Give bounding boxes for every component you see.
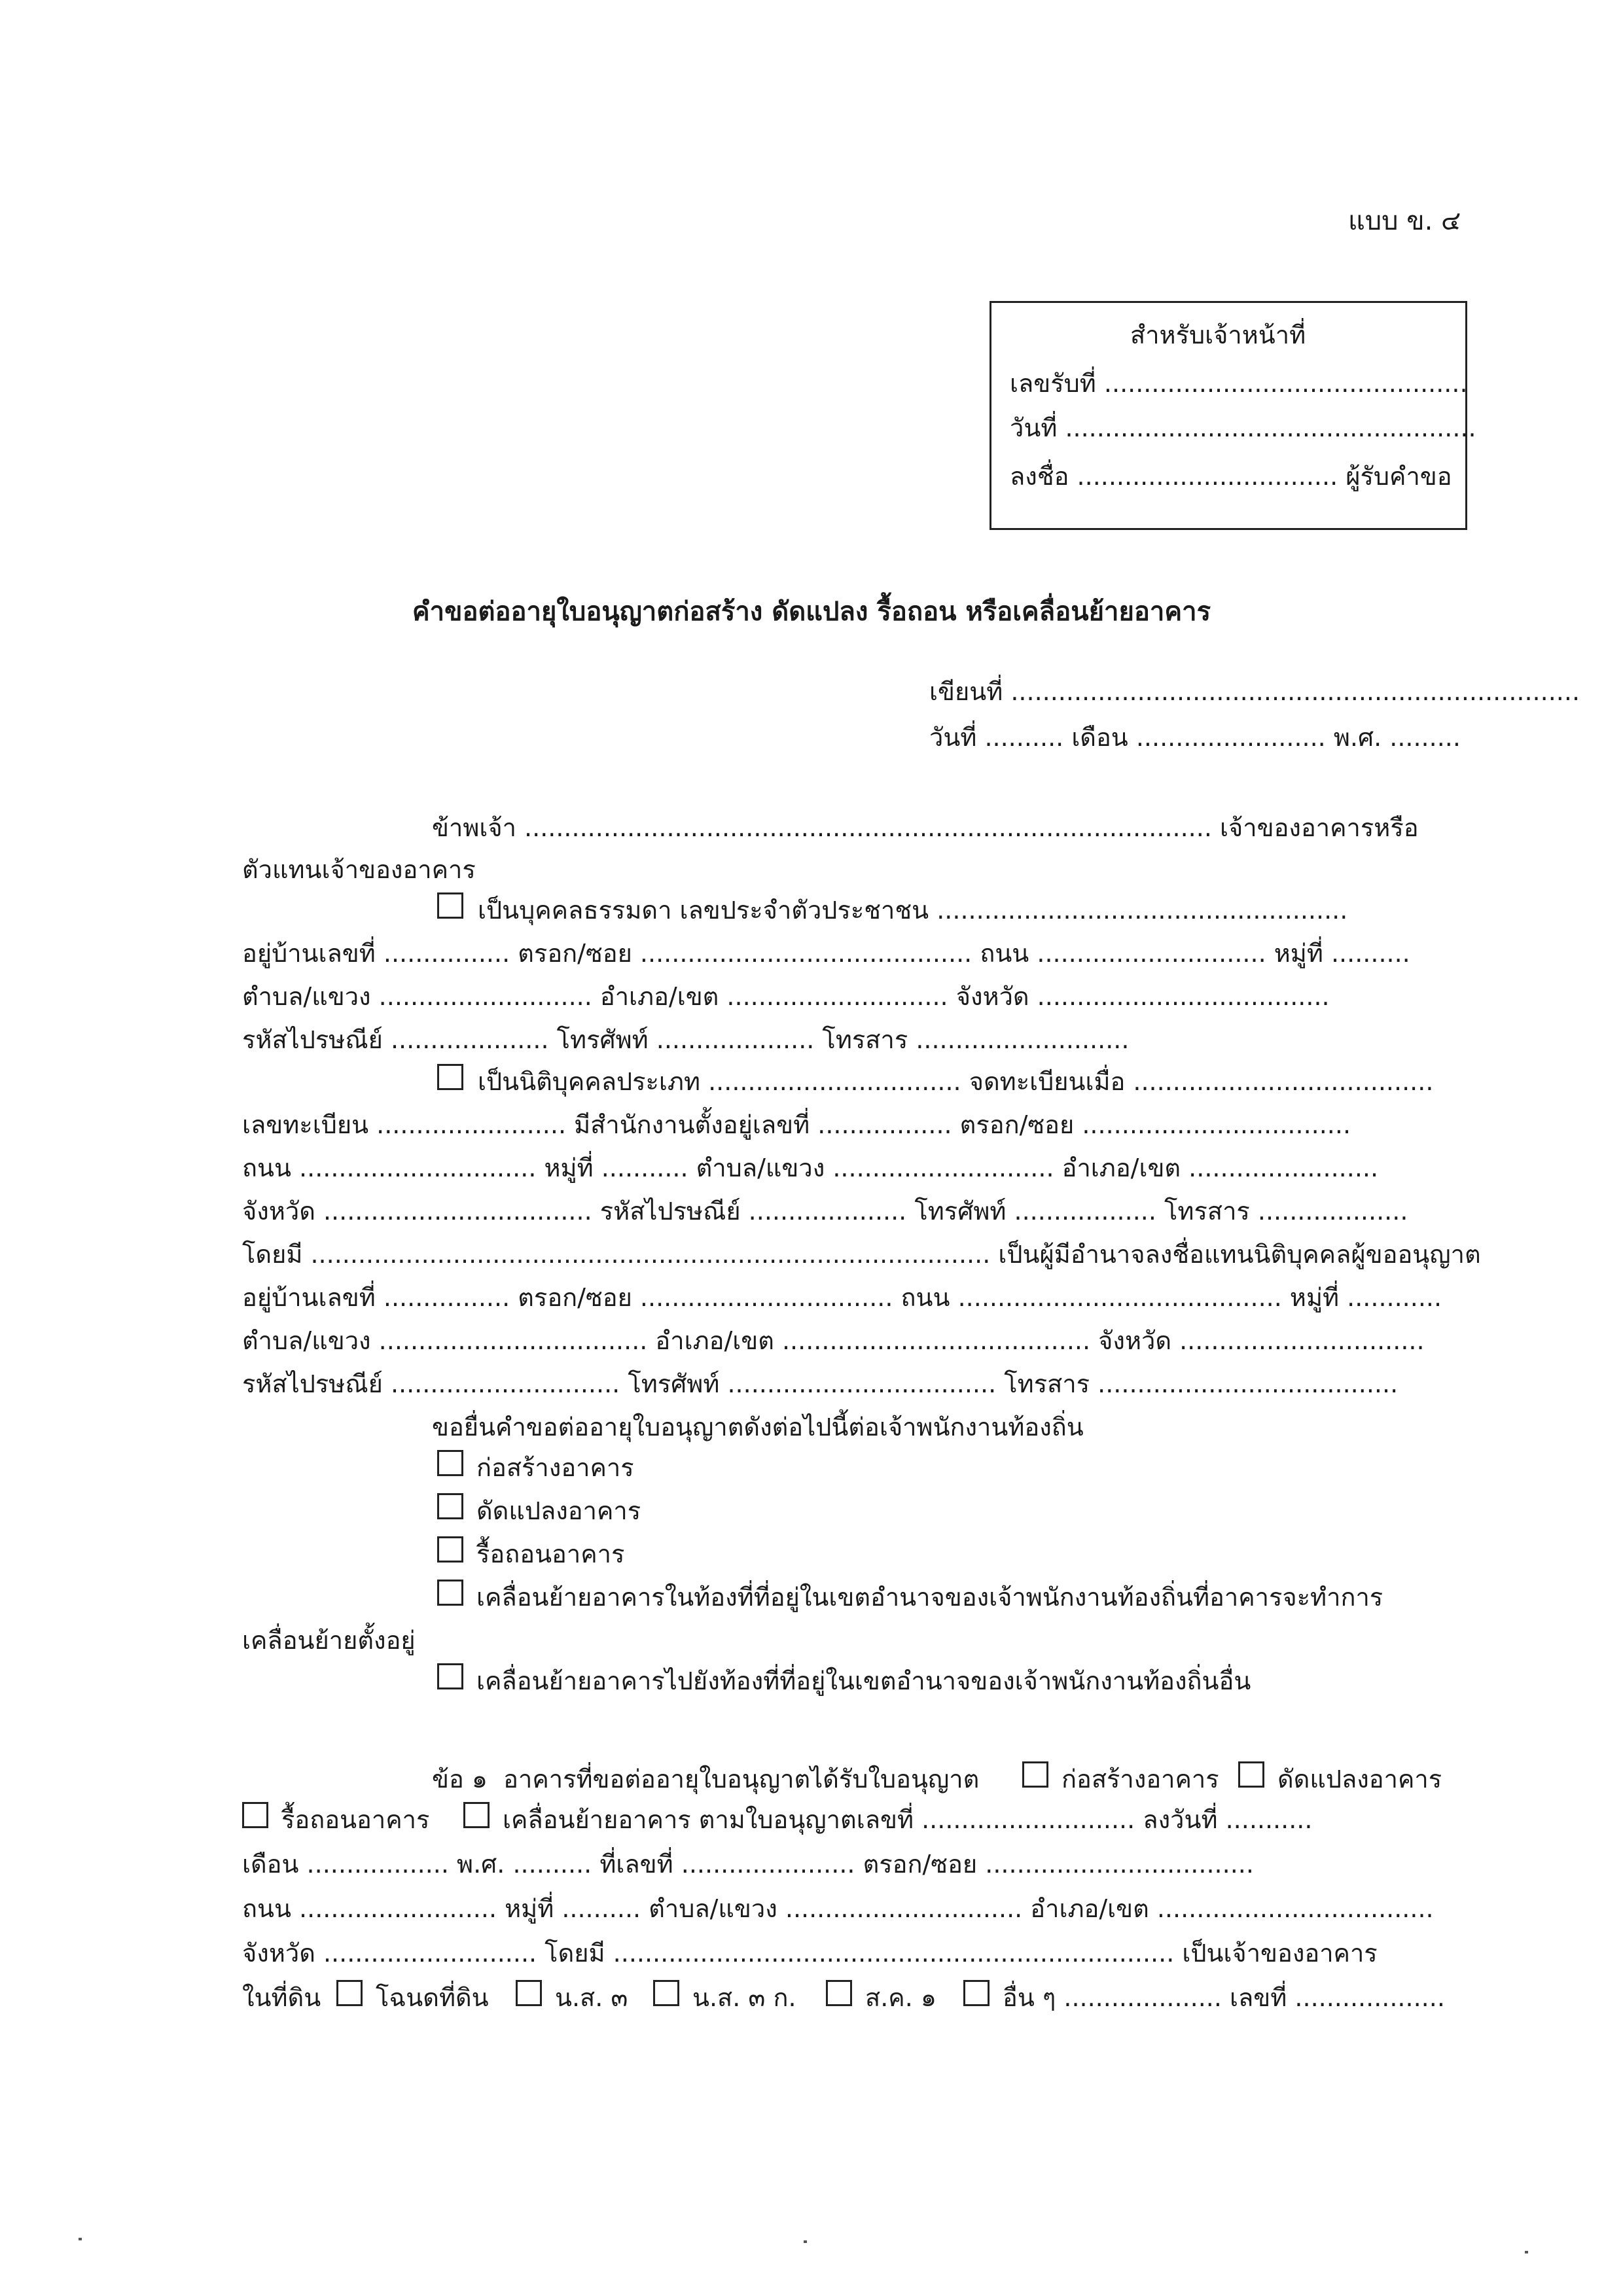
- demolish-label: รื้อถอนอาคาร: [476, 1540, 625, 1568]
- document-title: คำขอต่ออายุใบอนุญาตก่อสร้าง ดัดแปลง รื้อถอน หรือเคลื่อนย้ายอาคาร: [412, 597, 1211, 627]
- person-address-line[interactable]: อยู่บ้านเลขที่ ................ ตรอก/ซอย .......................................... ถนน ............................. หมู่ที่ ..........: [242, 939, 1410, 968]
- relocate-within-label-cont: เคลื่อนย้ายตั้งอยู่: [242, 1626, 416, 1655]
- demolish-checkbox[interactable]: [437, 1536, 463, 1563]
- title-deed-label: โฉนดที่ดิน: [376, 1983, 489, 2012]
- office-use-box: [990, 301, 1476, 530]
- clause1-date-location-line[interactable]: เดือน .................. พ.ศ. .......... ที่เลขที่ ...................... ตรอก/ซอย ..................................: [242, 1850, 1254, 1879]
- relocate-other-label: เคลื่อนย้ายอาคารไปยังท้องที่ที่อยู่ในเขตอำนาจของเจ้าพนักงานท้องถิ่นอื่น: [476, 1667, 1251, 1695]
- person-district-line[interactable]: ตำบล/แขวง ........................... อำเภอ/เขต ............................ จังหวัด .....................................: [242, 982, 1330, 1011]
- sk1-checkbox[interactable]: [826, 1980, 852, 2006]
- scan-speck: [804, 2240, 807, 2243]
- clause1-road-line[interactable]: ถนน ......................... หมู่ที่ .......... ตำบล/แขวง .............................. อำเภอ/เขต ...................................: [242, 1894, 1434, 1923]
- title-deed-checkbox[interactable]: [336, 1980, 363, 2006]
- request-intro-line: ขอยื่นคำขอต่ออายุใบอนุญาตดังต่อไปนี้ต่อเจ้าพนักงานท้องถิ่น: [432, 1413, 1084, 1441]
- modify-checkbox[interactable]: [437, 1493, 463, 1519]
- natural-person-checkbox[interactable]: [437, 892, 463, 919]
- applicant-name-line[interactable]: ข้าพเจ้า ....................................................................................... เจ้าของอาคารหรือ: [432, 813, 1419, 842]
- scan-speck: [1525, 2251, 1528, 2253]
- clause1-relocate-checkbox[interactable]: [463, 1802, 490, 1828]
- clause1-province-owner-line[interactable]: จังหวัด ........................... โดยมี ....................................................................... เป็นเจ้าของอาคาร: [242, 1939, 1378, 1968]
- clause1-demolish-checkbox[interactable]: [242, 1802, 268, 1828]
- authorized-signer-line[interactable]: โดยมี ...................................................................................... เป็นผู้มีอำนาจลงชื่อแทนนิติบุคคลผู้ขออนุญาต: [242, 1240, 1481, 1269]
- clause1-intro: ข้อ ๑ อาคารที่ขอต่ออายุใบอนุญาตได้รับใบอนุญาต: [432, 1765, 980, 1793]
- receiver-signature-field[interactable]: ลงชื่อ ................................. ผู้รับคำขอ: [1010, 462, 1452, 491]
- ns3k-checkbox[interactable]: [653, 1980, 679, 2006]
- scan-speck: [79, 2238, 82, 2240]
- construct-label: ก่อสร้างอาคาร: [476, 1453, 634, 1482]
- juristic-registration-line[interactable]: เลขทะเบียน ........................ มีสำนักงานตั้งอยู่เลขที่ ................. ตรอก/ซอย ..................................: [242, 1110, 1351, 1139]
- other-land-line[interactable]: อื่น ๆ .................... เลขที่ ...................: [1003, 1983, 1445, 2012]
- other-land-checkbox[interactable]: [963, 1980, 990, 2006]
- clause1-modify-checkbox[interactable]: [1238, 1761, 1264, 1788]
- juristic-address-line[interactable]: ถนน .............................. หมู่ที่ ........... ตำบล/แขวง ............................ อำเภอ/เขต ........................: [242, 1154, 1379, 1182]
- juristic-person-checkbox[interactable]: [437, 1064, 463, 1090]
- relocate-within-label: เคลื่อนย้ายอาคารในท้องที่ที่อยู่ในเขตอำนาจของเจ้าพนักงานท้องถิ่นที่อาคารจะทำการ: [476, 1583, 1383, 1612]
- modify-label: ดัดแปลงอาคาร: [476, 1496, 641, 1525]
- relocate-within-checkbox[interactable]: [437, 1580, 463, 1606]
- signer-address-line[interactable]: อยู่บ้านเลขที่ ................ ตรอก/ซอย ................................ ถนน ......................................... หมู่ที่ ............: [242, 1283, 1442, 1312]
- form-code: แบบ ข. ๔: [1348, 206, 1461, 236]
- juristic-contact-line[interactable]: จังหวัด .................................. รหัสไปรษณีย์ .................... โทรศัพท์ .................. โทรสาร ...................: [242, 1197, 1408, 1226]
- relocate-other-checkbox[interactable]: [437, 1663, 463, 1689]
- signer-contact-line[interactable]: รหัสไปรษณีย์ ............................. โทรศัพท์ .................................. โทรสาร ......................................: [242, 1369, 1399, 1398]
- clause1-modify-label: ดัดแปลงอาคาร: [1277, 1765, 1442, 1793]
- clause1-permit-line[interactable]: เคลื่อนย้ายอาคาร ตามใบอนุญาตเลขที่ ........................... ลงวันที่ ...........: [503, 1805, 1313, 1834]
- receipt-number-field[interactable]: เลขรับที่ ..............................................: [1010, 369, 1468, 398]
- signer-district-line[interactable]: ตำบล/แขวง .................................. อำเภอ/เขต ....................................... จังหวัด ...............................: [242, 1326, 1425, 1355]
- written-at-field[interactable]: เขียนที่ ........................................................................: [929, 677, 1580, 706]
- ns3k-label: น.ส. ๓ ก.: [692, 1983, 796, 2012]
- office-box-title: สำหรับเจ้าหน้าที่: [1130, 321, 1306, 349]
- clause1-construct-label: ก่อสร้างอาคาร: [1061, 1765, 1219, 1793]
- construct-checkbox[interactable]: [437, 1450, 463, 1476]
- office-date-field[interactable]: วันที่ ....................................................: [1010, 414, 1476, 442]
- clause1-construct-checkbox[interactable]: [1022, 1761, 1048, 1788]
- natural-person-line[interactable]: เป็นบุคคลธรรมดา เลขประจำตัวประชาชน ....................................................: [478, 896, 1348, 925]
- ns3-label: น.ส. ๓: [555, 1983, 628, 2012]
- juristic-person-line[interactable]: เป็นนิติบุคคลประเภท ................................ จดทะเบียนเมื่อ ......................................: [478, 1067, 1434, 1096]
- ns3-checkbox[interactable]: [516, 1980, 542, 2006]
- clause1-demolish-label: รื้อถอนอาคาร: [281, 1805, 430, 1834]
- owner-representative-line: ตัวแทนเจ้าของอาคาร: [242, 855, 476, 884]
- sk1-label: ส.ค. ๑: [865, 1983, 936, 2012]
- land-title-label: ในที่ดิน: [242, 1983, 321, 2012]
- person-contact-line[interactable]: รหัสไปรษณีย์ .................... โทรศัพท์ .................... โทรสาร ...........................: [242, 1025, 1130, 1054]
- document-date-field[interactable]: วันที่ .......... เดือน ........................ พ.ศ. .........: [929, 723, 1461, 752]
